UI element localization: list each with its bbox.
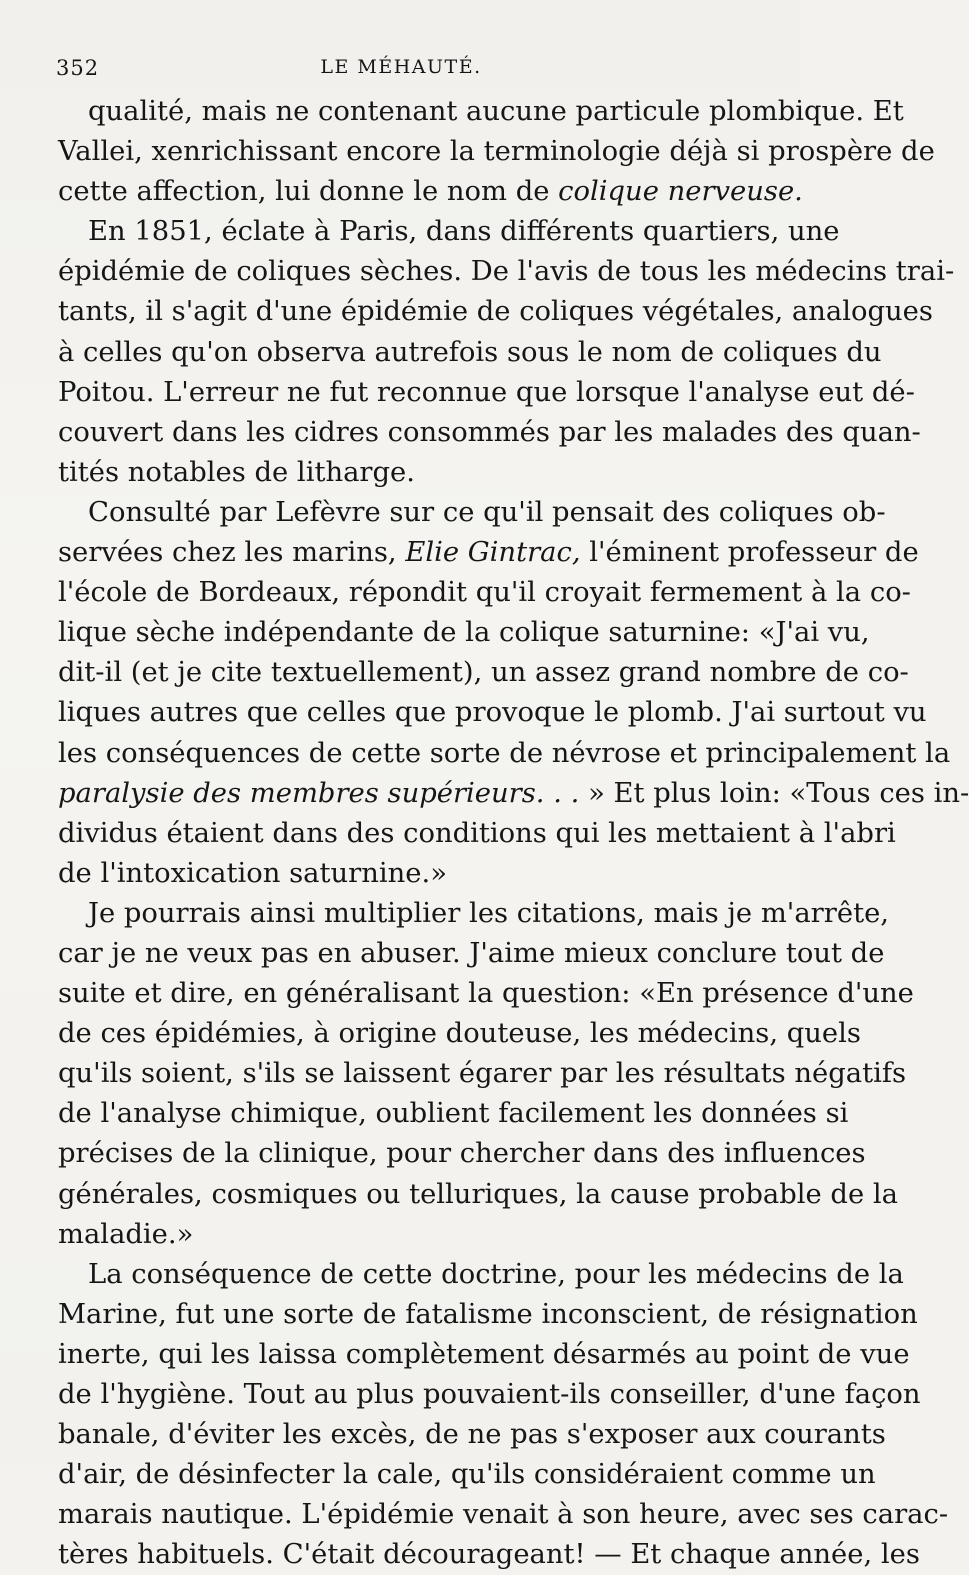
text-line: liques autres que celles que provoque le plomb. J'ai surtout vu	[58, 697, 927, 729]
text-line: l'école de Bordeaux, répondit qu'il croyait fermement à la co-	[58, 577, 911, 609]
italic-text: Elie Gintrac,	[405, 537, 581, 569]
text-line: à celles qu'on observa autrefois sous le nom de coliques du	[58, 336, 882, 368]
text-line: dividus étaient dans des conditions qui les mettaient à l'abri	[58, 817, 896, 849]
text-line: suite et dire, en généralisant la question: «En présence d'une	[58, 978, 914, 1010]
text-line: les conséquences de cette sorte de névrose et principalement la	[58, 737, 951, 769]
text-line: dit-il (et je cite textuellement), un assez grand nombre de co-	[58, 657, 909, 689]
text-line: de l'analyse chimique, oublient facilement les données si	[58, 1098, 849, 1130]
text-line: tères habituels. C'était décourageant! — Et chaque année, les	[58, 1539, 920, 1571]
text-line: inerte, qui les laissa complètement désarmés au point de vue	[58, 1338, 910, 1370]
text-line: d'air, de désinfecter la cale, qu'ils considéraient comme un	[58, 1459, 876, 1491]
page-header	[56, 56, 746, 86]
italic-text: paralysie des membres supérieurs. . .	[58, 777, 580, 809]
text-line: précises de la clinique, pour chercher dans des influences	[58, 1138, 866, 1170]
text-line: de l'intoxication saturnine.»	[58, 857, 447, 889]
text-line: servées chez les marins, Elie Gintrac, l'éminent professeur de	[58, 537, 919, 569]
running-title: LE MÉHAUTÉ.	[320, 56, 482, 78]
text-line: tités notables de litharge.	[58, 456, 415, 488]
text-line: Poitou. L'erreur ne fut reconnue que lorsque l'analyse eut dé-	[58, 376, 915, 408]
text-line: lique sèche indépendante de la colique saturnine: «J'ai vu,	[58, 617, 870, 649]
text-line: En 1851, éclate à Paris, dans différents quartiers, une	[88, 216, 840, 248]
body-text	[58, 92, 969, 1575]
text-line: car je ne veux pas en abuser. J'aime mieux conclure tout de	[58, 937, 885, 969]
text-line: de l'hygiène. Tout au plus pouvaient-ils conseiller, d'une façon	[58, 1379, 921, 1410]
paragraph	[58, 493, 969, 894]
text-line: couvert dans les cidres consommés par les malades des quan-	[58, 416, 921, 448]
text-line: banale, d'éviter les excès, de ne pas s'exposer aux courants	[58, 1419, 886, 1451]
text-line: Vallei, xenrichissant encore la terminologie déjà si prospère de	[58, 136, 935, 168]
text-line: cette affection, lui donne le nom de colique nerveuse.	[58, 176, 803, 208]
text-line: Consulté par Lefèvre sur ce qu'il pensait des coliques ob-	[88, 496, 886, 528]
paragraph	[58, 92, 935, 212]
italic-text: colique nerveuse.	[558, 176, 803, 208]
text-line: marais nautique. L'épidémie venait à son heure, avec ses carac-	[58, 1499, 949, 1531]
paragraph	[58, 212, 955, 493]
text-line: qu'ils soient, s'ils se laissent égarer par les résultats négatifs	[58, 1058, 907, 1090]
text-line: tants, il s'agit d'une épidémie de coliques végétales, analogues	[58, 296, 933, 328]
text-line: générales, cosmiques ou telluriques, la cause probable de la	[58, 1178, 898, 1210]
paragraph	[58, 894, 914, 1255]
paragraph	[58, 1255, 949, 1575]
text-line: de ces épidémies, à origine douteuse, les médecins, quels	[58, 1018, 861, 1050]
text-line: qualité, mais ne contenant aucune particule plombique. Et	[88, 96, 904, 127]
page-number: 352	[56, 56, 100, 80]
text-line: Je pourrais ainsi multiplier les citations, mais je m'arrête,	[88, 897, 889, 929]
text-line: maladie.»	[58, 1218, 194, 1250]
text-line: Marine, fut une sorte de fatalisme inconscient, de résignation	[58, 1298, 918, 1330]
text-line: La conséquence de cette doctrine, pour les médecins de la	[88, 1258, 904, 1290]
text-line: épidémie de coliques sèches. De l'avis de tous les médecins trai-	[58, 256, 955, 288]
text-line: paralysie des membres supérieurs. . . » Et plus loin: «Tous ces in-	[58, 777, 969, 809]
